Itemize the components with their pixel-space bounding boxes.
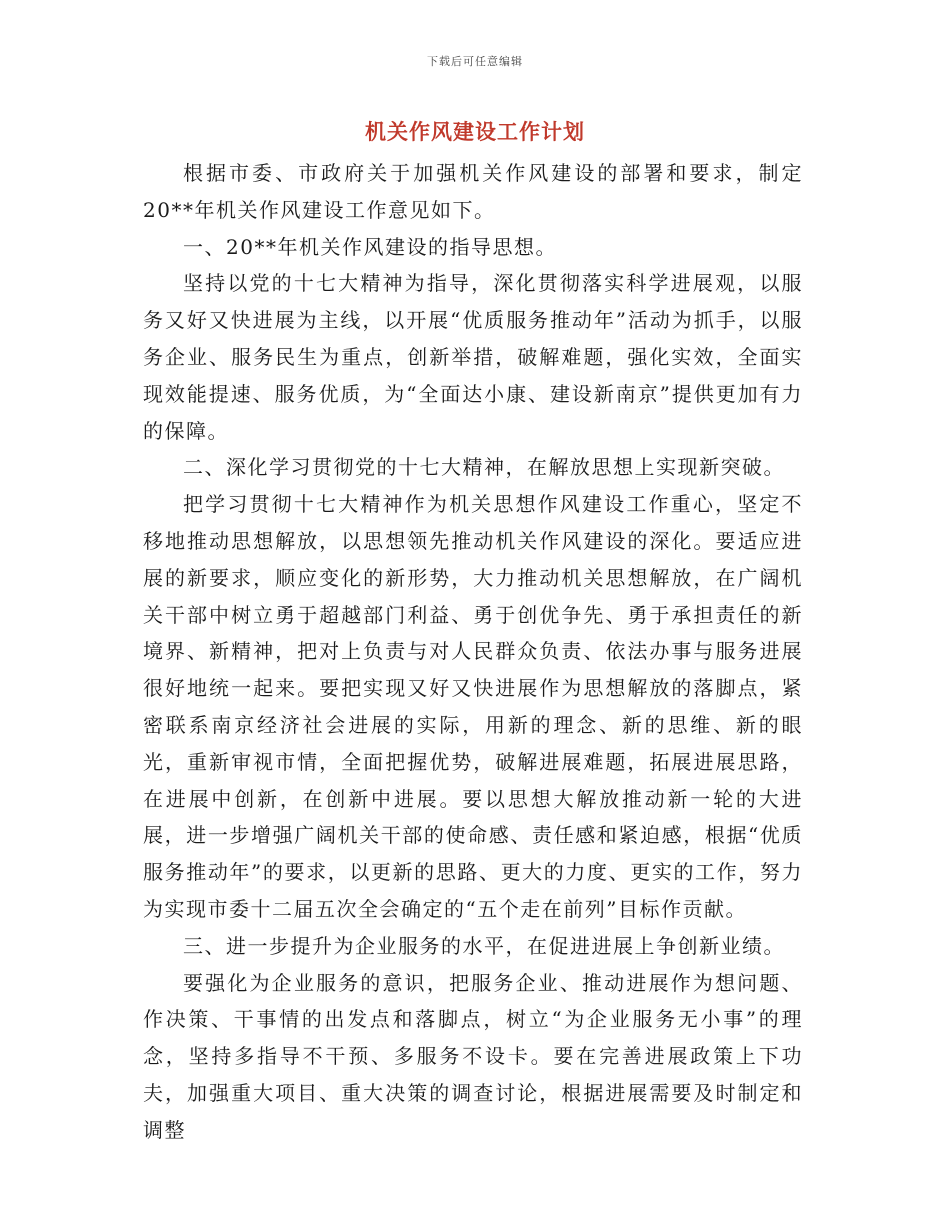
section-heading: 一、20**年机关作风建设的指导思想。 (183, 234, 557, 259)
paragraph: 坚持以党的十七大精神为指导，深化贯彻落实科学进展观，以服务又好又快进展为主线，以开展“优质服务推动年”活动为抓手，以服务企业、服务民生为重点，创新举措，破解难题，强化实效，全面实现效能提速、服务优质，为“全面达小康、建设新南京”提供更加有力的保障。 (143, 271, 803, 443)
section-heading: 三、进一步提升为企业服务的水平，在促进进展上争创新业绩。 (183, 933, 785, 958)
paragraph: 要强化为企业服务的意识，把服务企业、推动进展作为想问题、作决策、干事情的出发点和落脚点，树立“为企业服务无小事”的理念，坚持多指导不干预、多服务不设卡。要在完善进展政策上下功夫，加强重大项目、重大决策的调查讨论，根据进展需要及时制定和调整 (143, 970, 803, 1142)
paragraph: 把学习贯彻十七大精神作为机关思想作风建设工作重心，坚定不移地推动思想解放，以思想领先推动机关作风建设的深化。要适应进展的新要求，顺应变化的新形势，大力推动机关思想解放，在广阔机关干部中树立勇于超越部门利益、勇于创优争先、勇于承担责任的新境界、新精神，把对上负责与对人民群众负责、依法办事与服务进展很好地统一起来。要把实现又好又快进展作为思想解放的落脚点，紧密联系南京经济社会进展的实际，用新的理念、新的思维、新的眼光，重新审视市情，全面把握优势，破解进展难题，拓展进展思路，在进展中创新，在创新中进展。要以思想大解放推动新一轮的大进展，进一步增强广阔机关干部的使命感、责任感和紧迫感，根据“优质服务推动年”的要求，以更新的思路、更大的力度、更实的工作，努力为实现市委十二届五次全会确定的“五个走在前列”目标作贡献。 (143, 492, 803, 921)
section-heading: 二、深化学习贯彻党的十七大精神，在解放思想上实现新突破。 (183, 455, 785, 480)
paragraph: 根据市委、市政府关于加强机关作风建设的部署和要求，制定20**年机关作风建设工作意见如下。 (143, 161, 803, 222)
document-body (143, 155, 803, 1149)
document-title: 机关作风建设工作计划 (365, 119, 585, 144)
header-note: 下载后可任意编辑 (427, 55, 523, 68)
